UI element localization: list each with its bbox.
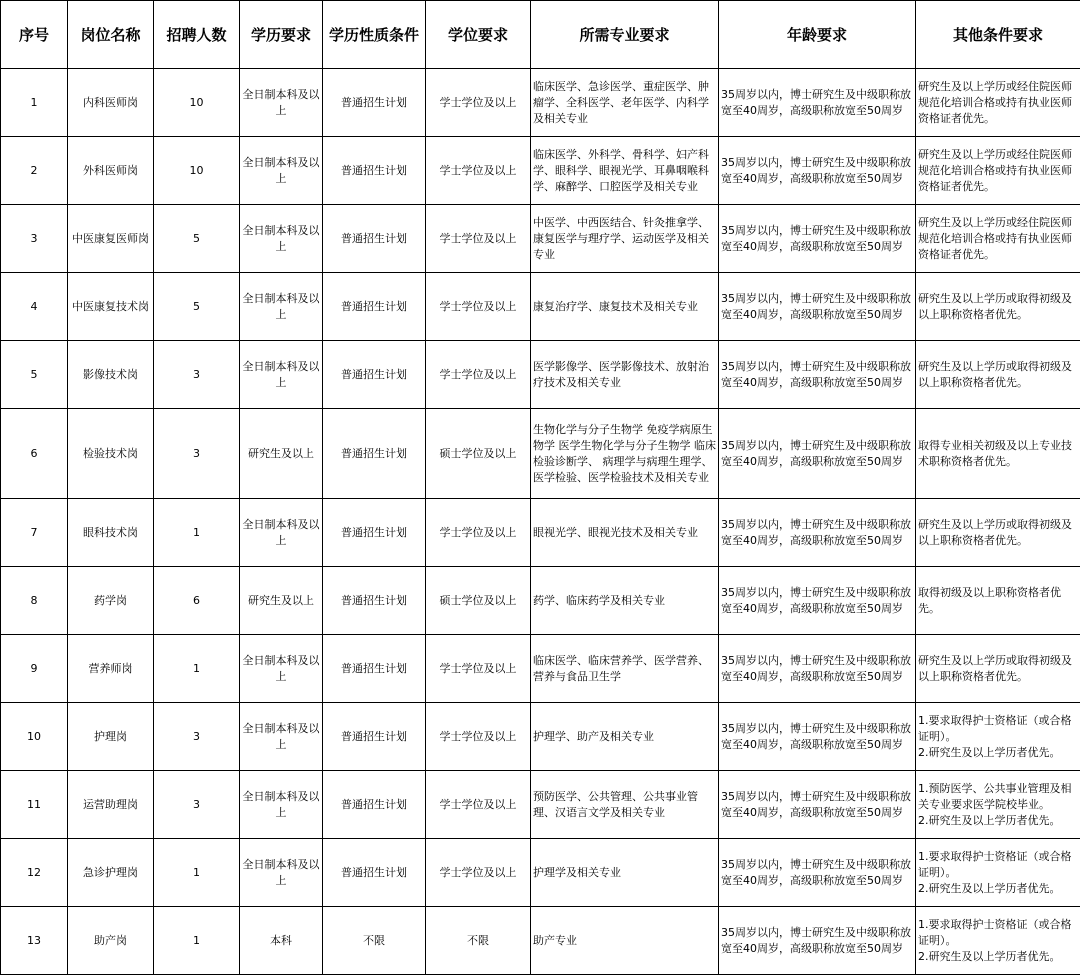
table-row (1, 341, 1080, 409)
cell-education-type: 普通招生计划 (323, 703, 426, 771)
header-degree: 学位要求 (426, 1, 531, 69)
cell-other: 1.要求取得护士资格证（或合格证明）。 2.研究生及以上学历者优先。 (916, 839, 1080, 907)
cell-age: 35周岁以内，博士研究生及中级职称放宽至40周岁，高级职称放宽至50周岁 (719, 567, 916, 635)
cell-count: 5 (154, 273, 240, 341)
cell-other: 研究生及以上学历或经住院医师规范化培训合格或持有执业医师资格证者优先。 (916, 69, 1080, 137)
cell-post: 眼科技术岗 (68, 499, 154, 567)
cell-education-type: 普通招生计划 (323, 205, 426, 273)
cell-major: 临床医学、急诊医学、重症医学、肿瘤学、全科医学、老年医学、内科学及相关专业 (531, 69, 719, 137)
cell-education: 全日制本科及以上 (240, 137, 323, 205)
cell-age: 35周岁以内，博士研究生及中级职称放宽至40周岁，高级职称放宽至50周岁 (719, 409, 916, 499)
table-row (1, 69, 1080, 137)
cell-age: 35周岁以内，博士研究生及中级职称放宽至40周岁，高级职称放宽至50周岁 (719, 341, 916, 409)
cell-no: 7 (1, 499, 68, 567)
cell-count: 5 (154, 205, 240, 273)
cell-post: 助产岗 (68, 907, 154, 975)
cell-age: 35周岁以内，博士研究生及中级职称放宽至40周岁，高级职称放宽至50周岁 (719, 273, 916, 341)
cell-post: 护理岗 (68, 703, 154, 771)
header-post: 岗位名称 (68, 1, 154, 69)
cell-count: 1 (154, 499, 240, 567)
cell-other: 1.要求取得护士资格证（或合格证明）。 2.研究生及以上学历者优先。 (916, 907, 1080, 975)
cell-no: 4 (1, 273, 68, 341)
cell-count: 10 (154, 69, 240, 137)
cell-degree: 学士学位及以上 (426, 69, 531, 137)
cell-count: 3 (154, 703, 240, 771)
cell-age: 35周岁以内，博士研究生及中级职称放宽至40周岁，高级职称放宽至50周岁 (719, 635, 916, 703)
table-row (1, 771, 1080, 839)
cell-count: 1 (154, 635, 240, 703)
cell-education: 本科 (240, 907, 323, 975)
cell-education-type: 普通招生计划 (323, 409, 426, 499)
cell-no: 10 (1, 703, 68, 771)
cell-other: 研究生及以上学历或经住院医师规范化培训合格或持有执业医师资格证者优先。 (916, 205, 1080, 273)
cell-education-type: 普通招生计划 (323, 771, 426, 839)
cell-age: 35周岁以内，博士研究生及中级职称放宽至40周岁，高级职称放宽至50周岁 (719, 137, 916, 205)
cell-other: 1.预防医学、公共事业管理及相关专业要求医学院校毕业。 2.研究生及以上学历者优先。 (916, 771, 1080, 839)
cell-post: 营养师岗 (68, 635, 154, 703)
cell-count: 3 (154, 771, 240, 839)
cell-education: 全日制本科及以上 (240, 635, 323, 703)
cell-no: 5 (1, 341, 68, 409)
cell-education: 全日制本科及以上 (240, 69, 323, 137)
header-age: 年龄要求 (719, 1, 916, 69)
cell-count: 3 (154, 409, 240, 499)
cell-no: 6 (1, 409, 68, 499)
table-row (1, 567, 1080, 635)
cell-no: 1 (1, 69, 68, 137)
cell-other: 研究生及以上学历或取得初级及以上职称资格者优先。 (916, 341, 1080, 409)
cell-major: 医学影像学、医学影像技术、放射治疗技术及相关专业 (531, 341, 719, 409)
header-education: 学历要求 (240, 1, 323, 69)
cell-degree: 学士学位及以上 (426, 499, 531, 567)
cell-age: 35周岁以内，博士研究生及中级职称放宽至40周岁，高级职称放宽至50周岁 (719, 907, 916, 975)
cell-education: 研究生及以上 (240, 409, 323, 499)
cell-post: 急诊护理岗 (68, 839, 154, 907)
cell-other: 取得专业相关初级及以上专业技术职称资格者优先。 (916, 409, 1080, 499)
cell-degree: 学士学位及以上 (426, 703, 531, 771)
cell-other: 1.要求取得护士资格证（或合格证明）。 2.研究生及以上学历者优先。 (916, 703, 1080, 771)
cell-age: 35周岁以内，博士研究生及中级职称放宽至40周岁，高级职称放宽至50周岁 (719, 69, 916, 137)
cell-post: 检验技术岗 (68, 409, 154, 499)
cell-other: 研究生及以上学历或取得初级及以上职称资格者优先。 (916, 273, 1080, 341)
cell-degree: 学士学位及以上 (426, 635, 531, 703)
cell-degree: 硕士学位及以上 (426, 409, 531, 499)
cell-age: 35周岁以内，博士研究生及中级职称放宽至40周岁，高级职称放宽至50周岁 (719, 771, 916, 839)
cell-post: 药学岗 (68, 567, 154, 635)
cell-major: 临床医学、临床营养学、医学营养、营养与食品卫生学 (531, 635, 719, 703)
cell-education-type: 普通招生计划 (323, 567, 426, 635)
cell-major: 生物化学与分子生物学 免疫学病原生物学 医学生物化学与分子生物学 临床检验诊断学、 病理学与病理生理学、医学检验、医学检验技术及相关专业 (531, 409, 719, 499)
cell-post: 中医康复技术岗 (68, 273, 154, 341)
cell-post: 中医康复医师岗 (68, 205, 154, 273)
cell-other: 研究生及以上学历或取得初级及以上职称资格者优先。 (916, 635, 1080, 703)
cell-post: 运营助理岗 (68, 771, 154, 839)
table-row (1, 499, 1080, 567)
cell-no: 11 (1, 771, 68, 839)
table-body (1, 69, 1080, 975)
cell-education-type: 普通招生计划 (323, 499, 426, 567)
cell-education: 全日制本科及以上 (240, 499, 323, 567)
table-row (1, 137, 1080, 205)
cell-other: 研究生及以上学历或取得初级及以上职称资格者优先。 (916, 499, 1080, 567)
cell-post: 影像技术岗 (68, 341, 154, 409)
table-header-row (1, 1, 1080, 69)
cell-major: 护理学及相关专业 (531, 839, 719, 907)
cell-degree: 学士学位及以上 (426, 341, 531, 409)
cell-count: 10 (154, 137, 240, 205)
cell-degree: 学士学位及以上 (426, 771, 531, 839)
table-row (1, 273, 1080, 341)
header-no: 序号 (1, 1, 68, 69)
header-education-type: 学历性质条件 (323, 1, 426, 69)
cell-education-type: 普通招生计划 (323, 635, 426, 703)
cell-education-type: 普通招生计划 (323, 341, 426, 409)
cell-post: 内科医师岗 (68, 69, 154, 137)
cell-age: 35周岁以内，博士研究生及中级职称放宽至40周岁，高级职称放宽至50周岁 (719, 205, 916, 273)
cell-degree: 学士学位及以上 (426, 273, 531, 341)
cell-major: 眼视光学、眼视光技术及相关专业 (531, 499, 719, 567)
cell-education: 全日制本科及以上 (240, 703, 323, 771)
cell-no: 2 (1, 137, 68, 205)
cell-other: 研究生及以上学历或经住院医师规范化培训合格或持有执业医师资格证者优先。 (916, 137, 1080, 205)
cell-education: 研究生及以上 (240, 567, 323, 635)
cell-degree: 不限 (426, 907, 531, 975)
cell-no: 12 (1, 839, 68, 907)
cell-major: 康复治疗学、康复技术及相关专业 (531, 273, 719, 341)
table-row (1, 409, 1080, 499)
cell-education-type: 普通招生计划 (323, 137, 426, 205)
cell-other: 取得初级及以上职称资格者优先。 (916, 567, 1080, 635)
cell-degree: 学士学位及以上 (426, 205, 531, 273)
cell-education: 全日制本科及以上 (240, 771, 323, 839)
cell-major: 药学、临床药学及相关专业 (531, 567, 719, 635)
cell-education: 全日制本科及以上 (240, 839, 323, 907)
cell-education: 全日制本科及以上 (240, 341, 323, 409)
cell-major: 预防医学、公共管理、公共事业管理、汉语言文学及相关专业 (531, 771, 719, 839)
cell-education: 全日制本科及以上 (240, 273, 323, 341)
cell-education-type: 普通招生计划 (323, 839, 426, 907)
cell-no: 8 (1, 567, 68, 635)
table-row (1, 907, 1080, 975)
cell-count: 6 (154, 567, 240, 635)
cell-degree: 学士学位及以上 (426, 839, 531, 907)
cell-post: 外科医师岗 (68, 137, 154, 205)
cell-count: 1 (154, 839, 240, 907)
table-row (1, 205, 1080, 273)
table-row (1, 703, 1080, 771)
cell-degree: 硕士学位及以上 (426, 567, 531, 635)
cell-education-type: 不限 (323, 907, 426, 975)
cell-education-type: 普通招生计划 (323, 273, 426, 341)
cell-education: 全日制本科及以上 (240, 205, 323, 273)
cell-age: 35周岁以内，博士研究生及中级职称放宽至40周岁，高级职称放宽至50周岁 (719, 839, 916, 907)
table-row (1, 635, 1080, 703)
cell-age: 35周岁以内，博士研究生及中级职称放宽至40周岁，高级职称放宽至50周岁 (719, 499, 916, 567)
header-count: 招聘人数 (154, 1, 240, 69)
cell-degree: 学士学位及以上 (426, 137, 531, 205)
cell-no: 3 (1, 205, 68, 273)
cell-count: 1 (154, 907, 240, 975)
cell-no: 9 (1, 635, 68, 703)
header-major: 所需专业要求 (531, 1, 719, 69)
cell-major: 助产专业 (531, 907, 719, 975)
cell-major: 中医学、中西医结合、针灸推拿学、康复医学与理疗学、运动医学及相关专业 (531, 205, 719, 273)
cell-count: 3 (154, 341, 240, 409)
cell-no: 13 (1, 907, 68, 975)
cell-age: 35周岁以内，博士研究生及中级职称放宽至40周岁，高级职称放宽至50周岁 (719, 703, 916, 771)
cell-education-type: 普通招生计划 (323, 69, 426, 137)
cell-major: 护理学、助产及相关专业 (531, 703, 719, 771)
cell-major: 临床医学、外科学、骨科学、妇产科学、眼科学、眼视光学、耳鼻咽喉科学、麻醉学、口腔医学及相关专业 (531, 137, 719, 205)
header-other: 其他条件要求 (916, 1, 1080, 69)
table-row (1, 839, 1080, 907)
